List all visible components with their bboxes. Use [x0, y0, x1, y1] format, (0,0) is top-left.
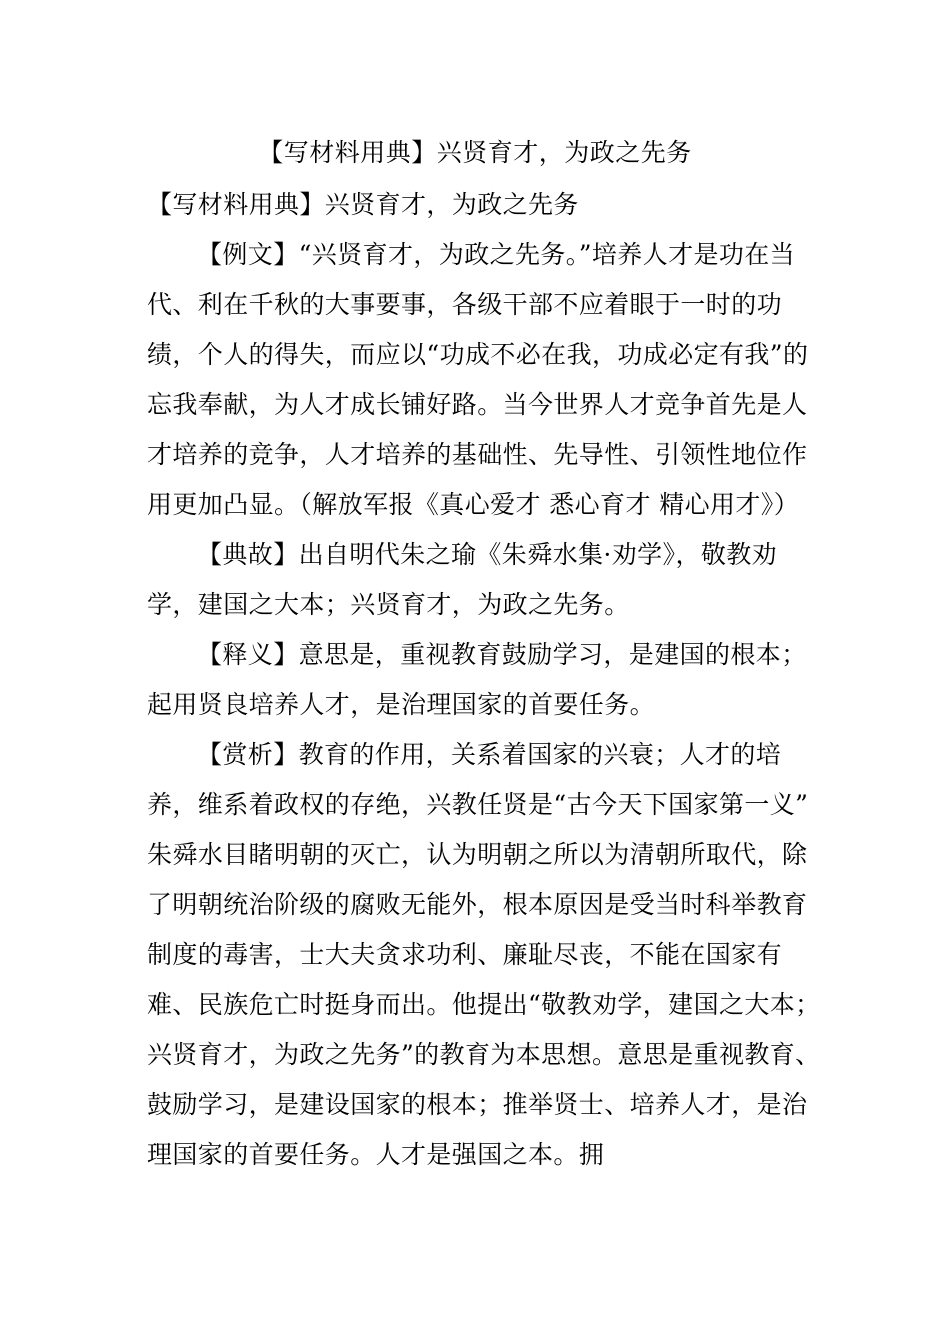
example-paragraph: [147, 230, 827, 530]
allusion-paragraph: [147, 530, 827, 630]
meaning-paragraph: [147, 630, 827, 730]
document-title: 【写材料用典】兴贤育才，为政之先务: [258, 138, 692, 167]
allusion-text: 出自明代朱之瑜《朱舜水集·劝学》，敬教劝学，建国之大本；兴贤育才，为政之先务。: [147, 540, 778, 619]
meaning-label: 【释义】: [197, 640, 299, 669]
document-body: [147, 180, 827, 1180]
example-text: “兴贤育才，为政之先务。”培养人才是功在当代、利在千秋的大事要事，各级干部不应着眼于一时的功绩，个人的得失，而应以“功成不必在我，功成必定有我”的忘我奉献，为人才成长铺好路。当今世界人才竞争首先是人才培养的竞争，人才培养的基础性、先导性、引领性地位作用更加凸显。（解放军报《真心爱才 悉心育才 精心用才》）: [147, 240, 809, 519]
appreciation-paragraph: [147, 730, 827, 1180]
appreciation-text: 教育的作用，关系着国家的兴衰；人才的培养，维系着政权的存绝，兴教任贤是“古今天下国家第一义” 朱舜水目睹明朝的灭亡，认为明朝之所以为清朝所取代，除了明朝统治阶级的腐败无能外，根本原因是受当时科举教育制度的毒害，士大夫贪求功利、廉耻尽丧，不能在国家有难、民族危亡时挺身而出。他提出“敬教劝学，建国之大本；兴贤育才，为政之先务”的教育为本思想。意思是重视教育、鼓励学习，是建设国家的根本；推举贤士、培养人才，是治理国家的首要任务。人才是强国之本。拥: [147, 740, 821, 1169]
example-label: 【例文】: [197, 240, 299, 269]
allusion-label: 【典故】: [197, 540, 299, 569]
meaning-text: 意思是，重视教育鼓励学习，是建国的根本；起用贤良培养人才，是治理国家的首要任务。: [147, 640, 807, 719]
appreciation-label: 【赏析】: [197, 740, 299, 769]
document-subtitle: 【写材料用典】兴贤育才，为政之先务: [147, 190, 579, 219]
